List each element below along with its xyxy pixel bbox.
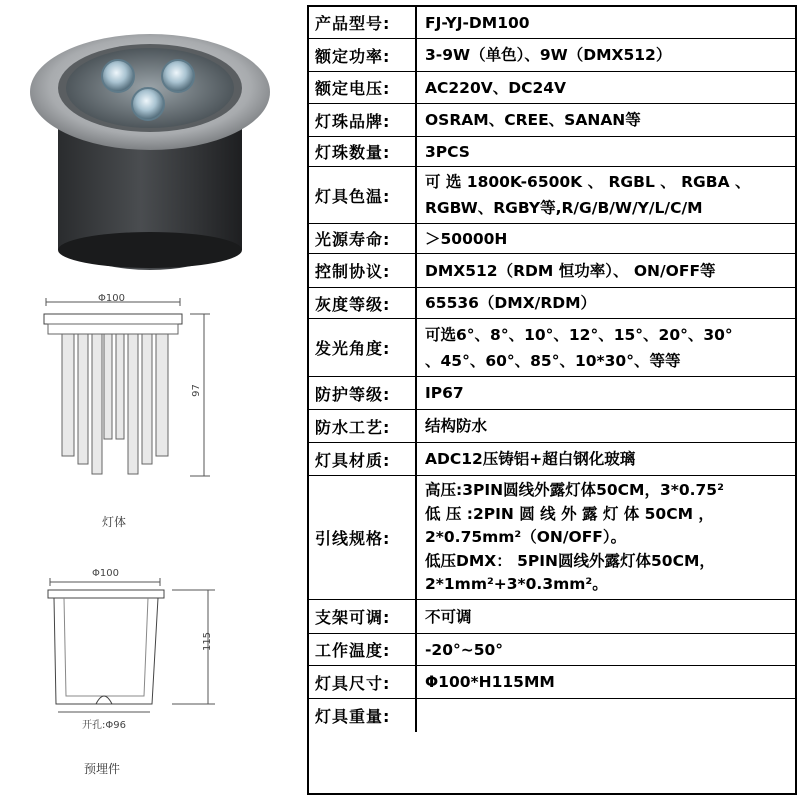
spec-label: 控制协议: [309, 254, 417, 287]
spec-row [309, 377, 795, 410]
embedded-part-caption: 预埋件 [84, 762, 121, 776]
spec-row [309, 666, 795, 699]
spec-value-line: Φ100*H115MM [425, 673, 555, 691]
spec-label: 额定电压: [309, 72, 417, 103]
spec-value-line: FJ-YJ-DM100 [425, 13, 530, 32]
spec-value-line: 低压DMX： 5PIN圆线外露灯体50CM， [425, 551, 715, 570]
spec-value-line: 低 压 :2PIN 圆 线 外 露 灯 体 50CM ， [425, 504, 714, 523]
spec-row [309, 443, 795, 476]
spec-row [309, 410, 795, 443]
lamp-body-caption: 灯体 [102, 515, 127, 529]
spec-value [419, 634, 795, 665]
spec-value-line: 65536（DMX/RDM） [425, 294, 597, 312]
spec-row [309, 476, 795, 600]
spec-value-line: OSRAM、CREE、SANAN等 [425, 111, 641, 129]
spec-value-line: 2*0.75mm²（ON/OFF）。 [425, 528, 627, 547]
spec-label: 灯具尺寸: [309, 666, 417, 698]
spec-value-line: AC220V、DC24V [425, 78, 567, 97]
spec-row [309, 39, 795, 72]
embedded-part-drawing [0, 570, 308, 750]
spec-row [309, 634, 795, 666]
spec-row [309, 699, 795, 732]
spec-row [309, 7, 795, 39]
spec-value-line: 2*1mm²+3*0.3mm²。 [425, 575, 608, 594]
spec-label: 灯具重量: [309, 699, 417, 732]
spec-value [419, 137, 795, 166]
lamp-body-height-label: 97 [190, 384, 202, 397]
spec-row [309, 224, 795, 254]
spec-label: 灯珠数量: [309, 137, 417, 166]
embedded-part-width-label: Φ100 [92, 568, 119, 579]
spec-value-line: 高压:3PIN圆线外露灯体50CM，3*0.75² [425, 481, 724, 499]
spec-value [419, 476, 795, 599]
spec-row [309, 254, 795, 288]
spec-row [309, 104, 795, 137]
spec-label: 工作温度: [309, 634, 417, 665]
spec-value-line: RGBW、RGBY等,R/G/B/W/Y/L/C/M [425, 198, 703, 217]
spec-value [419, 666, 795, 698]
spec-value [419, 39, 795, 71]
spec-label: 灯珠品牌: [309, 104, 417, 136]
spec-label: 发光角度: [309, 319, 417, 376]
spec-value-line: ＞50000H [425, 229, 508, 248]
spec-value-line: ADC12压铸铝+超白钢化玻璃 [425, 450, 636, 468]
spec-value [419, 443, 795, 475]
spec-value [419, 254, 795, 287]
spec-value [419, 377, 795, 409]
spec-value [419, 288, 795, 318]
spec-label: 光源寿命: [309, 224, 417, 253]
spec-label: 支架可调: [309, 600, 417, 633]
spec-value [419, 72, 795, 103]
embedded-part-hole-label: 开孔:Φ96 [82, 720, 126, 731]
lamp-body-drawing [0, 290, 308, 530]
spec-value [419, 410, 795, 442]
spec-row [309, 319, 795, 377]
spec-value [419, 224, 795, 253]
spec-value [419, 600, 795, 633]
spec-value [419, 699, 795, 732]
spec-value-line: 3PCS [425, 142, 470, 161]
spec-value [419, 7, 795, 38]
spec-row [309, 600, 795, 634]
spec-value [419, 104, 795, 136]
spec-table [307, 5, 797, 795]
lamp-body-width-label: Φ100 [98, 293, 125, 304]
spec-label: 引线规格: [309, 476, 417, 599]
product-photo [0, 0, 308, 290]
spec-row [309, 72, 795, 104]
product-illustrations [0, 0, 308, 800]
spec-row [309, 137, 795, 167]
spec-value-line: -20°~50° [425, 640, 504, 659]
spec-label: 灰度等级: [309, 288, 417, 318]
spec-value [419, 319, 795, 376]
spec-value-line: 可 选 1800K-6500K 、 RGBL 、 RGBA 、 [425, 173, 751, 191]
spec-label: 灯具色温: [309, 167, 417, 223]
spec-label: 防水工艺: [309, 410, 417, 442]
spec-value-line: IP67 [425, 384, 464, 402]
spec-value-line: 3-9W（单色）、9W（DMX512） [425, 46, 672, 64]
embedded-part-height-label: 115 [202, 631, 214, 652]
spec-label: 灯具材质: [309, 443, 417, 475]
spec-label: 产品型号: [309, 7, 417, 38]
spec-label: 额定功率: [309, 39, 417, 71]
spec-value-line: 结构防水 [425, 417, 488, 435]
spec-label: 防护等级: [309, 377, 417, 409]
spec-value-line: 不可调 [425, 607, 472, 626]
spec-row [309, 288, 795, 319]
spec-value-line: 可选6°、8°、10°、12°、15°、20°、30° [425, 326, 733, 344]
spec-row [309, 167, 795, 224]
spec-value-line: DMX512（RDM 恒功率）、 ON/OFF等 [425, 261, 716, 280]
spec-value [419, 167, 795, 223]
spec-value-line: 、45°、60°、85°、10*30°、等等 [425, 352, 681, 370]
